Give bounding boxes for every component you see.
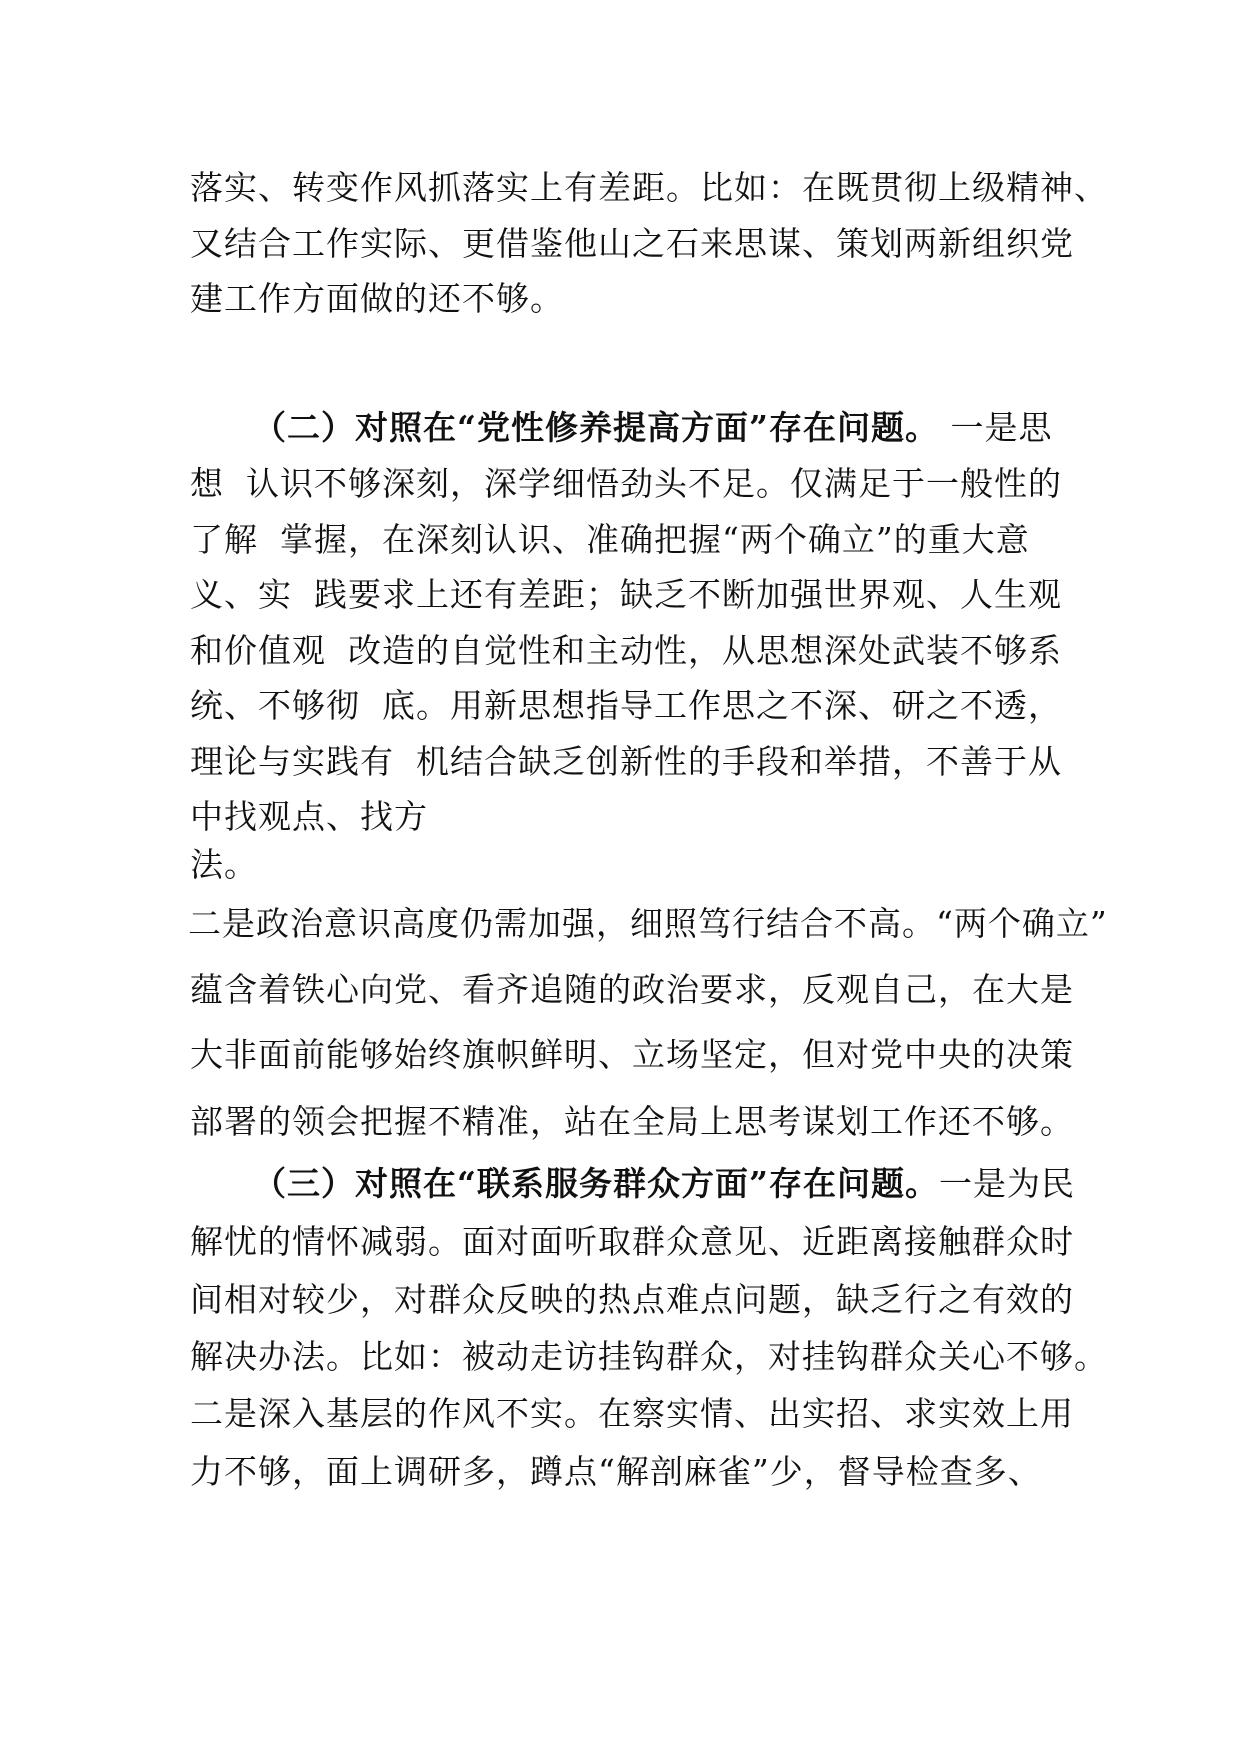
section-3-heading-line	[253, 1164, 1075, 1204]
section-2-heading: （二）对照在“党性修养提高方面”存在问题。	[253, 408, 939, 447]
text-line	[190, 845, 258, 885]
section-2-heading-rest: 一是思	[938, 408, 1053, 447]
section-2-heading-line	[253, 408, 1052, 448]
text-line: 力不够，面上调研多，蹲点“解剖麻雀”少，督导检查多、	[190, 1452, 1042, 1491]
text-line: 大非面前能够始终旗帜鲜明、立场坚定，但对党中央的决策	[190, 1035, 1074, 1074]
text-line: 二是政治意识高度仍需加强，细照笃行结合不高。“两个确立”	[188, 904, 1108, 943]
text-line: 落实、转变作风抓落实上有差距。比如：在既贯彻上级精神、	[190, 168, 1108, 207]
text-fragment: 和价值观	[190, 631, 326, 670]
text-line: 又结合工作实际、更借鉴他山之石来思谋、策划两新组织党	[190, 224, 1074, 263]
text-fragment: 统、不够彻	[190, 686, 360, 725]
text-fragment: 机结合缺乏创新性的手段和举措，不善于从	[416, 742, 1062, 781]
text-line: 二是深入基层的作风不实。在察实情、出实招、求实效上用	[190, 1394, 1074, 1433]
text-fragment: 法。	[190, 845, 258, 884]
text-line	[190, 742, 1062, 782]
section-3-heading-rest: 一是为民	[938, 1164, 1075, 1203]
text-line	[190, 464, 1062, 504]
text-fragment: 中找观点、找方	[190, 797, 428, 836]
text-line: 解决办法。比如：被动走访挂钩群众，对挂钩群众关心不够。	[190, 1337, 1108, 1376]
text-fragment: 践要求上还有差距；缺乏不断加强世界观、人生观	[314, 575, 1062, 614]
text-line	[190, 797, 428, 837]
text-fragment: 了解	[190, 520, 258, 559]
text-fragment: 改造的自觉性和主动性，从思想深处武装不够系	[348, 631, 1062, 670]
text-line: 解忧的情怀减弱。面对面听取群众意见、近距离接触群众时	[190, 1222, 1074, 1261]
text-fragment: 理论与实践有	[190, 742, 394, 781]
text-line: 蕴含着铁心向党、看齐追随的政治要求，反观自己，在大是	[190, 970, 1074, 1009]
section-3-heading: （三）对照在“联系服务群众方面”存在问题。	[253, 1164, 939, 1203]
text-line: 部署的领会把握不精准，站在全局上思考谋划工作还不够。	[190, 1102, 1074, 1141]
text-line	[190, 575, 1062, 615]
text-fragment: 义、实	[190, 575, 292, 614]
text-fragment: 想	[190, 464, 224, 503]
text-line	[190, 686, 1062, 726]
text-line: 建工作方面做的还不够。	[190, 279, 564, 318]
text-line: 间相对较少，对群众反映的热点难点问题，缺乏行之有效的	[190, 1280, 1074, 1319]
text-fragment: 认识不够深刻，深学细悟劲头不足。仅满足于一般性的	[246, 464, 1062, 503]
text-line	[190, 520, 1030, 560]
text-fragment: 掌握，在深刻认识、准确把握“两个确立”的重大意	[280, 520, 1030, 559]
text-line	[190, 631, 1062, 671]
text-fragment: 底。用新思想指导工作思之不深、研之不透，	[382, 686, 1062, 725]
